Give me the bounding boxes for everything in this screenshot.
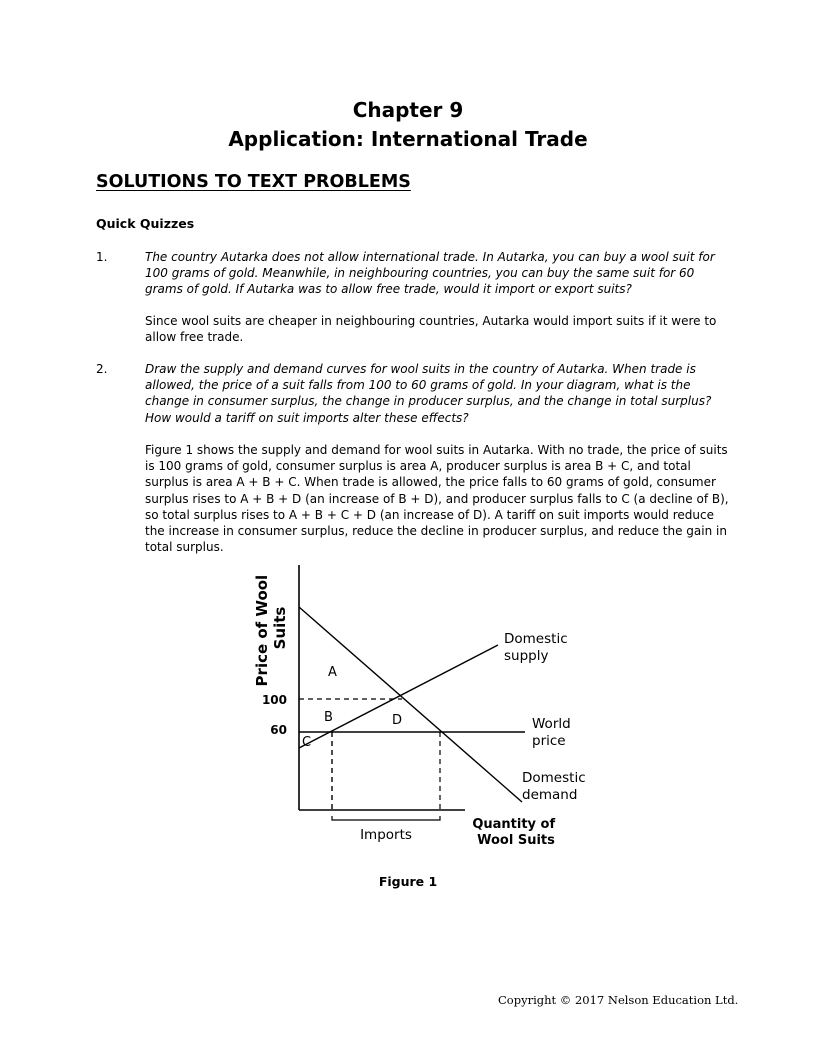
area-b-label: B — [324, 710, 333, 725]
imports-bracket — [332, 816, 440, 820]
question-line: change in consumer surplus, the change in producer surplus, and the change in total surplus? — [145, 394, 712, 409]
answer-2 — [145, 442, 735, 555]
chapter-title: Application: International Trade — [228, 127, 588, 151]
x-axis-label: Quantity of Wool Suits — [472, 817, 556, 848]
question-2 — [145, 361, 735, 426]
question-line: The country Autarka does not allow international trade. In Autarka, you can buy a wool suit for — [145, 250, 715, 264]
area-a-label: A — [328, 665, 337, 680]
area-d-label: D — [392, 713, 403, 728]
item-number-2: 2. — [96, 362, 108, 376]
answer-line: allow free trade. — [145, 330, 244, 345]
question-line: Draw the supply and demand curves for wool suits in the country of Autarka. When trade is — [145, 362, 696, 376]
supply-demand-diagram — [240, 560, 600, 860]
answer-line: is 100 grams of gold, consumer surplus is area A, producer surplus is area B + C, and total — [145, 459, 691, 474]
demand-label: Domestic demand — [522, 770, 586, 803]
answer-line: total surplus. — [145, 540, 224, 555]
price-tick-100: 100 — [261, 693, 287, 707]
question-line: allowed, the price of a suit falls from 100 to 60 grams of gold. In your diagram, what is the — [145, 378, 691, 393]
imports-label: Imports — [360, 827, 412, 843]
sub-heading: Quick Quizzes — [96, 216, 195, 231]
copyright-notice: Copyright © 2017 Nelson Education Ltd. — [498, 993, 739, 1007]
item-number-1: 1. — [96, 250, 108, 264]
answer-line: Figure 1 shows the supply and demand for wool suits in Autarka. With no trade, the price of suits — [145, 443, 728, 457]
chapter-number: Chapter 9 — [352, 98, 464, 122]
question-line: How would a tariff on suit imports alter these effects? — [145, 410, 469, 425]
figure-caption: Figure 1 — [378, 874, 438, 889]
answer-1 — [145, 313, 735, 345]
question-1 — [145, 249, 735, 298]
answer-line: so total surplus rises to A + B + C + D (an increase of D). A tariff on suit imports would reduce — [145, 507, 714, 522]
figure-1 — [240, 560, 600, 860]
question-line: 100 grams of gold. Meanwhile, in neighbouring countries, you can buy the same suit for 60 — [145, 266, 695, 281]
answer-line: surplus rises to A + B + D (an increase of B + D), and producer surplus falls to C (a decline of B), — [145, 491, 729, 506]
answer-line: Since wool suits are cheaper in neighbouring countries, Autarka would import suits if it were to — [145, 314, 717, 328]
section-heading: SOLUTIONS TO TEXT PROBLEMS — [96, 172, 411, 192]
price-tick-60: 60 — [270, 723, 287, 737]
supply-label: Domestic supply — [504, 631, 568, 664]
world-price-label: World price — [532, 716, 571, 749]
y-axis-label: Price of Wool Suits — [253, 574, 289, 687]
question-line: grams of gold. If Autarka was to allow free trade, would it import or export suits? — [145, 282, 632, 297]
answer-line: the increase in consumer surplus, reduce the decline in producer surplus, and reduce the gain in — [145, 524, 727, 539]
answer-line: surplus is area A + B + C. When trade is allowed, the price falls to 60 grams of gold, consumer — [145, 475, 716, 490]
area-c-label: C — [302, 735, 312, 750]
chapter-title-block — [0, 96, 816, 154]
